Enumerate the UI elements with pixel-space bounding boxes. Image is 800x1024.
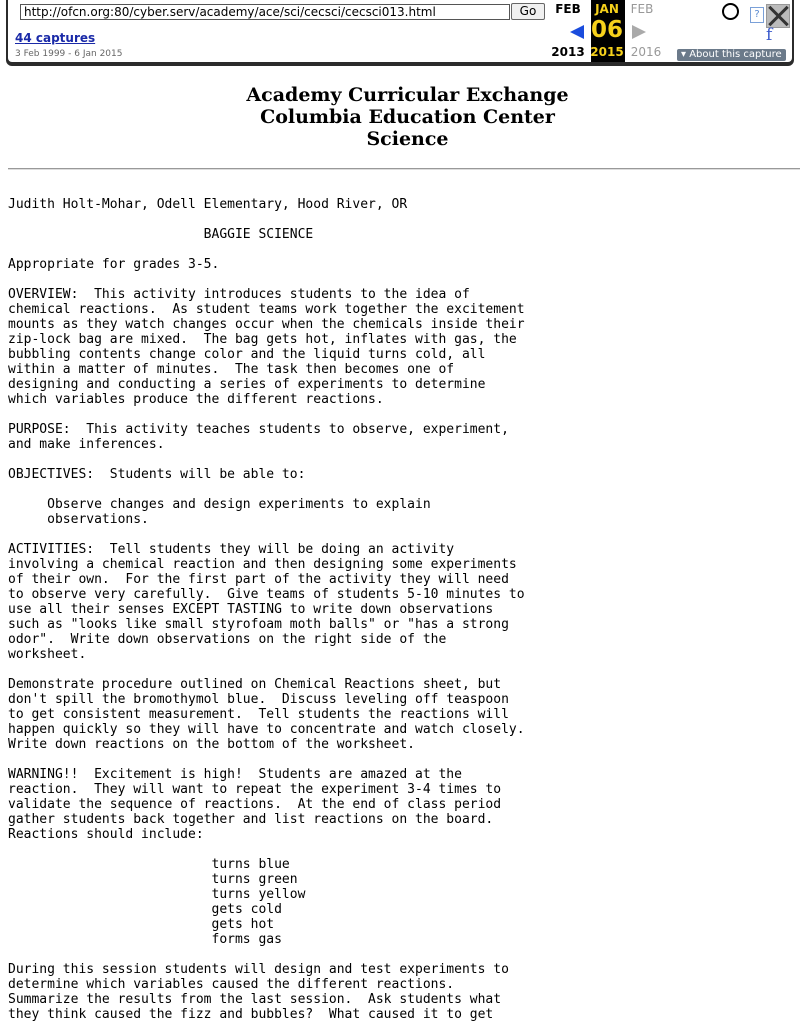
title-line-2: Columbia Education Center — [260, 106, 555, 128]
prev-month-link[interactable]: FEB — [555, 2, 581, 16]
prev-capture-arrow-icon[interactable] — [570, 25, 584, 39]
next-month: FEB — [630, 2, 654, 16]
current-day: 06 — [590, 17, 623, 43]
captures-link[interactable]: 44 captures — [15, 31, 96, 45]
horizontal-rule — [8, 168, 800, 170]
next-capture-arrow-icon — [632, 25, 646, 39]
title-line-3: Science — [366, 128, 449, 150]
current-month: JAN — [595, 2, 619, 16]
wayback-toolbar — [8, 0, 792, 62]
prev-year-link[interactable]: 2013 — [551, 45, 585, 59]
loading-circle-icon — [722, 3, 739, 20]
title-line-1: Academy Curricular Exchange — [246, 84, 569, 106]
about-capture-button[interactable]: ▾ About this capture — [677, 49, 786, 61]
lesson-body-text: Judith Holt-Mohar, Odell Elementary, Hood River, OR BAGGIE SCIENCE Appropriate for grades 3-5. OVERVIEW: This activity introduces students to the idea of chemical reactions. As student teams work together the excitement mounts as they watch changes occur when the chemicals inside their zip-lock bag are mixed. The bag gets hot, inflates with gas, the bubbling contents change color and the liquid turns cold, all within a matter of minutes. The task then becomes one of designing and conducting a series of experiments to determine which variables produce the different reactions. PURPOSE: This activity teaches students to observe, experiment, and make inferences. OBJECTIVES: Students will be able to: Observe changes and design experiments to explain observations. ACTIVITIES: Tell students they will be doing an activity involving a chemical reaction and then designing some experiments of their own. For the first part of the activity they will need to observe very carefully. Give teams of students 5-10 minutes to use all their senses EXCEPT TASTING to write down observations such as "looks like small styrofoam moth balls" or "has a strong odor". Write down observations on the right side of the worksheet. Demonstrate procedure outlined on Chemical Reactions sheet, but don't spill the bromothymol blue. Discuss leveling off teaspoon to get consistent measurement. Tell students the reactions will happen quickly so they will have to concentrate and watch closely. Write down reactions on the bottom of the worksheet. WARNING!! Excitement is high! Students are amazed at the reaction. They will want to repeat the experiment 3-4 times to validate the sequence of reactions. At the end of class period gather students back together and list reactions on the board. Reactions should include: turns blue turns green turns yellow gets cold gets hot forms gas During this session students will design and test experiments to determine which variables caused the different reactions. Summarize the results from the last session. Ask students what they think caused the fizz and bubbles? What caused it to get — [8, 197, 525, 1022]
go-button[interactable]: Go — [511, 3, 545, 20]
capture-date-range: 3 Feb 1999 - 6 Jan 2015 — [15, 49, 123, 59]
url-input[interactable] — [20, 4, 510, 20]
help-icon[interactable]: ? — [750, 7, 764, 23]
facebook-icon[interactable]: f — [766, 25, 773, 45]
next-year: 2016 — [630, 45, 662, 59]
page-title — [0, 84, 800, 150]
current-year: 2015 — [590, 45, 624, 59]
